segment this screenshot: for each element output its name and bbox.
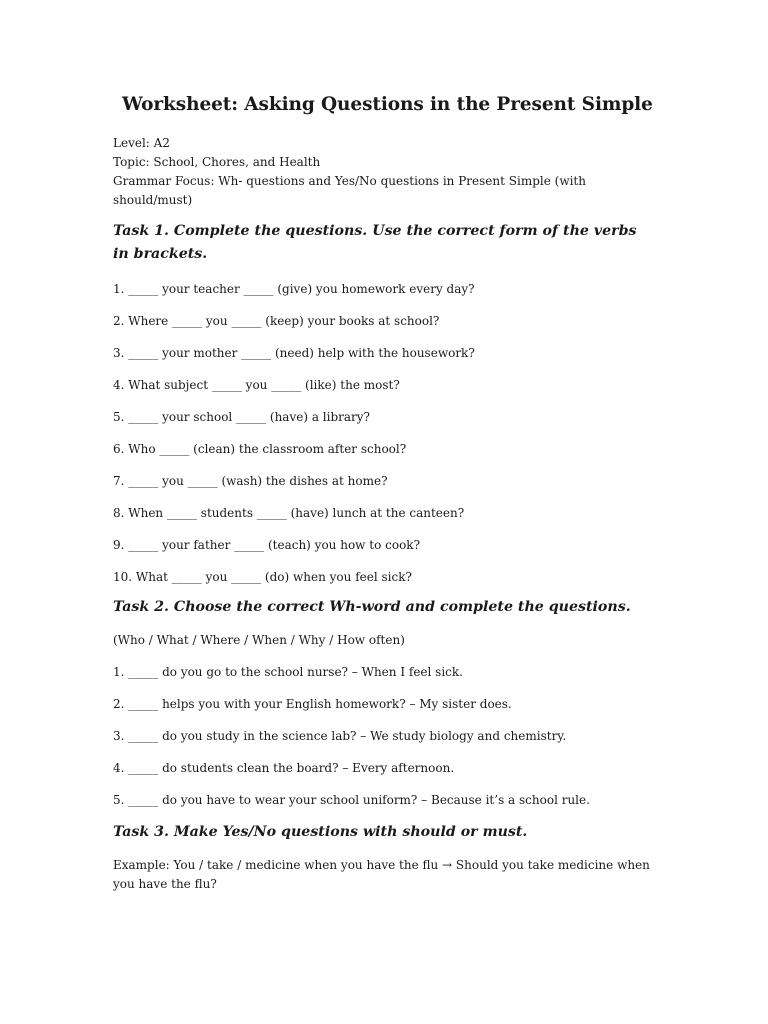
task3-example: Example: You / take / medicine when you have the flu → Should you take medicine when you have the flu? (113, 858, 650, 891)
page-title: Worksheet: Asking Questions in the Present Simple (122, 94, 653, 115)
task2-options: (Who / What / Where / When / Why / How often) (113, 633, 405, 647)
task1-item-2: 2. Where _____ you _____ (keep) your books at school? (113, 314, 440, 328)
task1-item-4: 4. What subject _____ you _____ (like) the most? (113, 378, 400, 392)
task1-item-5: 5. _____ your school _____ (have) a library? (113, 410, 370, 424)
task2-item-3: 3. _____ do you study in the science lab? – We study biology and chemistry. (113, 729, 567, 743)
task1-item-3: 3. _____ your mother _____ (need) help with the housework? (113, 346, 475, 360)
task1-list (113, 280, 653, 586)
task1-item-7: 7. _____ you _____ (wash) the dishes at home? (113, 474, 388, 488)
topic-line: Topic: School, Chores, and Health (113, 155, 321, 169)
worksheet-page (113, 92, 653, 894)
task1-item-6: 6. Who _____ (clean) the classroom after school? (113, 442, 407, 456)
task2-item-4: 4. _____ do students clean the board? – Every afternoon. (113, 761, 455, 775)
task1-item-1: 1. _____ your teacher _____ (give) you homework every day? (113, 282, 475, 296)
task2-item-2: 2. _____ helps you with your English homework? – My sister does. (113, 697, 512, 711)
task1-item-8: 8. When _____ students _____ (have) lunch at the canteen? (113, 506, 465, 520)
task1-heading: Task 1. Complete the questions. Use the correct form of the verbs in brackets. (113, 223, 637, 262)
task2-list (113, 663, 653, 809)
task2-item-1: 1. _____ do you go to the school nurse? – When I feel sick. (113, 665, 463, 679)
worksheet-meta (113, 134, 653, 210)
task3-heading: Task 3. Make Yes/No questions with should or must. (113, 824, 528, 840)
task1-item-10: 10. What _____ you _____ (do) when you feel sick? (113, 570, 412, 584)
task2-heading: Task 2. Choose the correct Wh-word and complete the questions. (113, 599, 631, 615)
level-line: Level: A2 (113, 136, 170, 150)
grammar-focus-line: Grammar Focus: Wh- questions and Yes/No questions in Present Simple (with should/must) (113, 174, 586, 207)
task2-item-5: 5. _____ do you have to wear your school uniform? – Because it’s a school rule. (113, 793, 590, 807)
task1-item-9: 9. _____ your father _____ (teach) you how to cook? (113, 538, 421, 552)
